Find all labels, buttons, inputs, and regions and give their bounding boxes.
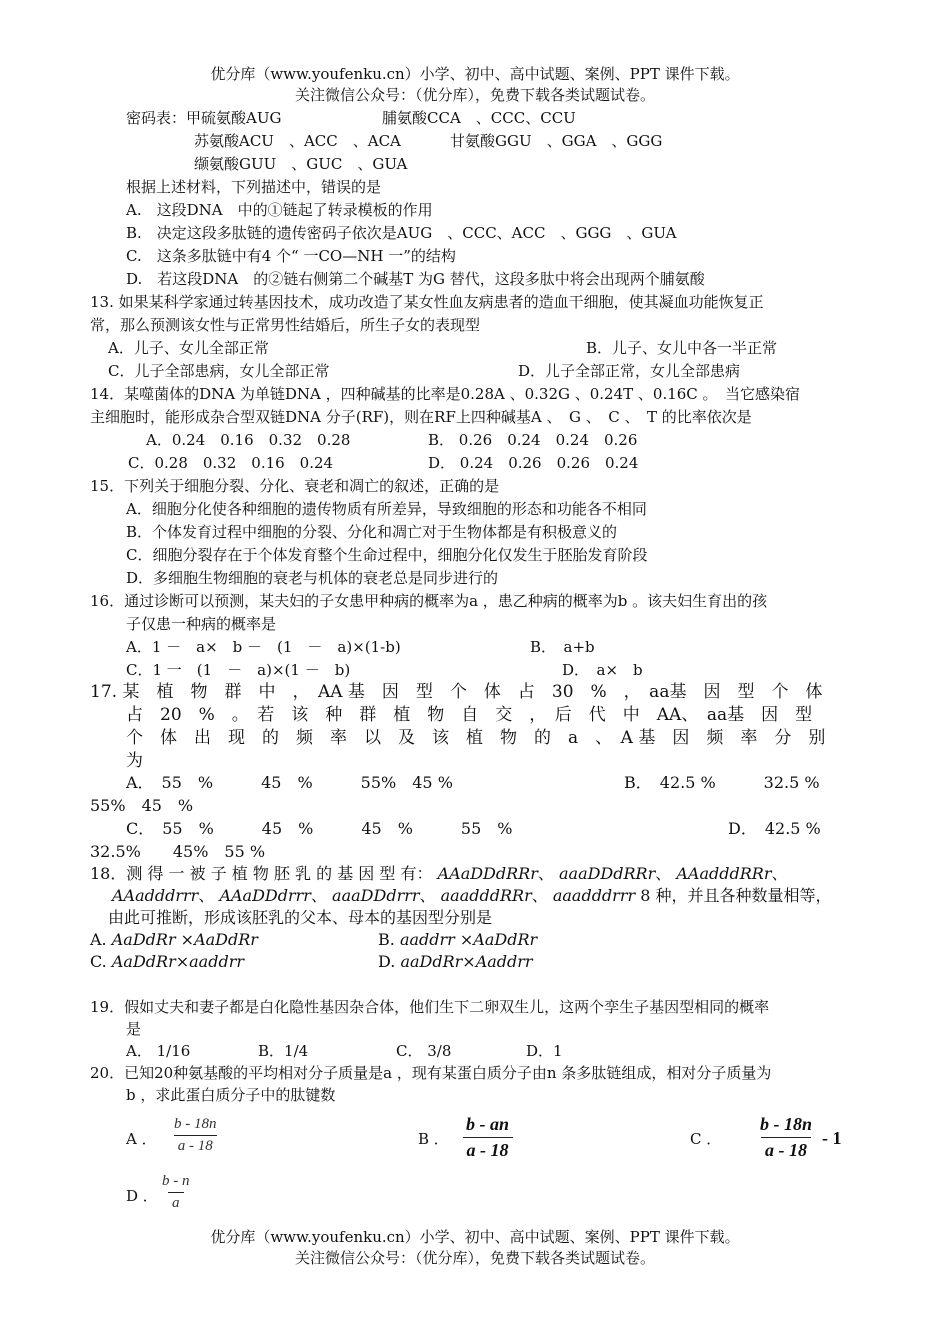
q20-option-a-denominator: a - 18 [174,1135,217,1155]
q15-option-d: D．多细胞生物细胞的衰老与机体的衰老总是同步进行的 [126,569,499,587]
q17-line-1: 17. 某 植 物 群 中 ， AA 基 因 型 个 体 占 30 % ， aa基 因 型 个 体 [90,682,823,702]
q12-option-a: A. 这段DNA 中的①链起了转录模板的作用 [126,201,433,219]
q18-option-a-text: AaDdRr ×AaDdRr [111,930,258,949]
q13-line-1: 13. 如果某科学家通过转基因技术，成功改造了某女性血友病患者的造血干细胞，使其凝血功能恢复正 [90,293,764,311]
q20-option-d-numerator: b - n [162,1173,190,1189]
q18-option-d [378,952,533,972]
q15-option-c: C．细胞分裂存在于个体发育整个生命过程中，细胞分化仅发生于胚胎发育阶段 [126,546,648,564]
q13-option-c: C．儿子全部患病，女儿全部正常 [108,362,330,380]
q18-option-b-text: aaddrr ×AaDdRr [399,930,538,949]
q14-line-2: 主细胞时，能形成杂合型双链DNA 分子(RF)，则在RF上四种碱基A 、 G 、 C 、 T 的比率依次是 [90,408,752,426]
q20-option-d-fraction [158,1173,194,1212]
q18-tail: 8 种，并且各种数量相等， [640,886,832,905]
q18-line-2 [112,886,832,906]
genotype-4: AAadddrrr [112,886,199,905]
q19-line-1: 19．假如丈夫和妻子都是白化隐性基因杂合体，他们生下二卵双生儿，这两个孪生子基因型相同的概率 [90,998,770,1016]
q20-line-2: b ，求此蛋白质分子中的肽键数 [126,1086,336,1104]
q20-option-a-fraction [170,1116,221,1155]
q18-stem: 18．测 得 一 被 子 植 物 胚 乳 的 基 因 型 有： [90,864,433,883]
separator: 、 [310,886,327,905]
genotype-5: AAaDDdrrr [219,886,311,905]
footer-line-2: 关注微信公众号：（优分库），免费下载各类试题试卷。 [294,1249,655,1267]
q18-option-b [378,930,537,950]
q19-option-a: A． 1/16 [126,1042,191,1060]
q18-option-d-text: aaDdRr×Aaddrr [400,952,533,971]
q20-option-d-denominator: a [168,1192,184,1212]
codon-pro: 脯氨酸CCA 、CCC、CCU [382,109,576,127]
q18-option-a-label: A. [90,930,107,949]
q18-option-c-text: AaDdRr×aaddrr [111,952,244,971]
genotype-6: aaaDDdrrr [332,886,420,905]
q17-line-2: 占 20 % 。 若 该 种 群 植 物 自 交 ， 后 代 中 AA、 aa基 因 型 [126,705,813,725]
q16-line-1: 16．通过诊断可以预测，某夫妇的子女患甲种病的概率为a ，患乙种病的概率为b 。该夫妇生育出的孩 [90,592,768,610]
header-line-1: 优分库（www.youfenku.cn）小学、初中、高中试题、案例、PPT 课件下载。 [210,65,740,83]
q18-option-c [90,952,244,972]
q18-line-3: 由此可推断，形成该胚乳的父本、母本的基因型分别是 [108,908,493,927]
q14-option-a: A．0.24 0.16 0.32 0.28 [146,431,351,449]
q20-line-1: 20．已知20种氨基酸的平均相对分子质量是a ，现有某蛋白质分子由n 条多肽链组成，相对分子质量为 [90,1064,772,1082]
genotype-8: aaadddrrr [552,886,636,905]
header-line-2: 关注微信公众号：（优分库），免费下载各类试题试卷。 [294,86,655,104]
q16-option-a: A．1 － a× b － (1 － a)×(1-b) [126,638,401,656]
separator: 、 [198,886,215,905]
q17-option-d-tail: 32.5% 45% 55 % [90,842,266,861]
genotype-1: AAaDDdRRr [437,864,538,883]
codon-thr: 苏氨酸ACU 、ACC 、ACA [194,132,401,150]
q17-option-d: D． 42.5 % [728,819,821,838]
q17-option-b: B． 42.5 % 32.5 % [624,773,820,792]
q14-option-d: D． 0.24 0.26 0.26 0.24 [428,454,639,472]
q20-option-b-label: B ． [418,1130,449,1148]
q16-line-2: 子仅患一种病的概率是 [126,615,277,633]
q17-option-b-tail: 55% 45 % [90,796,194,815]
q20-option-c-numerator: b - 18n [760,1114,813,1134]
q14-option-c: C．0.28 0.32 0.16 0.24 [128,454,334,472]
separator: 、 [531,886,548,905]
q12-stem: 根据上述材料，下列描述中，错误的是 [126,178,382,196]
q15-option-b: B．个体发育过程中细胞的分裂、分化和凋亡对于生物体都是有积极意义的 [126,523,618,541]
q20-option-c-denominator: a - 18 [761,1137,811,1161]
genotype-3: AAadddRRr [676,864,772,883]
q19-option-c: C． 3/8 [396,1042,452,1060]
q18-line-1 [90,864,788,884]
q20-option-a-numerator: b - 18n [174,1116,217,1132]
q20-option-c-fraction [756,1114,816,1161]
q14-option-b: B． 0.26 0.24 0.24 0.26 [428,431,638,449]
q13-option-b: B．儿子、女儿中各一半正常 [586,339,778,357]
q18-option-c-label: C. [90,952,107,971]
q14-line-1: 14．某噬菌体的DNA 为单链DNA ，四种碱基的比率是0.28A 、0.32G 、0.24T 、0.16C 。 当它感染宿 [90,385,801,403]
q13-option-d: D．儿子全部正常，女儿全部患病 [518,362,741,380]
q20-option-d-label: D ． [126,1187,158,1205]
q13-option-a: A．儿子、女儿全部正常 [108,339,269,357]
q19-option-b: B．1/4 [258,1042,309,1060]
q17-option-a: A． 55 % 45 % 55% 45 % [126,773,453,792]
q18-option-a [90,930,258,950]
codon-table-label: 密码表：甲硫氨酸AUG [126,109,282,127]
q20-option-b-denominator: a - 18 [463,1137,513,1161]
q18-option-d-label: D. [378,952,396,971]
q17-line-3: 个 体 出 现 的 频 率 以 及 该 植 物 的 a 、 A 基 因 频 率 分 别 [126,728,826,748]
separator: 、 [537,864,554,883]
separator: 、 [771,864,788,883]
q17-line-4: 为 [126,751,143,771]
footer-line-1: 优分库（www.youfenku.cn）小学、初中、高中试题、案例、PPT 课件下载。 [210,1228,740,1246]
q16-option-b: B． a+b [530,638,595,656]
genotype-7: aaadddRRr [440,886,532,905]
q15-stem: 15．下列关于细胞分裂、分化、衰老和凋亡的叙述，正确的是 [90,477,500,495]
q12-option-b: B. 决定这段多肽链的遗传密码子依次是AUG 、CCC、ACC 、GGG 、GUA [126,224,677,242]
codon-val: 缬氨酸GUU 、GUC 、GUA [194,155,408,173]
q16-option-c: C．1 一 (1 － a)×(1 － b) [126,661,351,679]
codon-gly: 甘氨酸GGU 、GGA 、GGG [450,132,663,150]
q16-option-d: D． a× b [562,661,643,679]
separator: 、 [419,886,436,905]
q19-option-d: D．1 [526,1042,563,1060]
separator: 、 [655,864,672,883]
q13-line-2: 常，那么预测该女性与正常男性结婚后，所生子女的表现型 [90,316,481,334]
q20-option-c-label: C ． [690,1130,722,1148]
q12-option-d: D. 若这段DNA 的②链右侧第二个碱基T 为G 替代，这段多肽中将会出现两个脯氨酸 [126,270,705,288]
q20-option-a-label: A ． [126,1130,157,1148]
q19-line-2: 是 [126,1020,142,1038]
q20-option-b-fraction [462,1114,513,1161]
q20-option-c-suffix: - 1 [822,1128,842,1148]
q18-option-b-label: B. [378,930,395,949]
q12-option-c: C. 这条多肽链中有4 个“ 一CO—NH 一”的结构 [126,247,456,265]
q15-option-a: A．细胞分化使各种细胞的遗传物质有所差异，导致细胞的形态和功能各不相同 [126,500,647,518]
q20-option-b-numerator: b - an [466,1114,510,1134]
q17-option-c: C． 55 % 45 % 45 % 55 % [126,819,513,838]
genotype-2: aaaDDdRRr [558,864,656,883]
